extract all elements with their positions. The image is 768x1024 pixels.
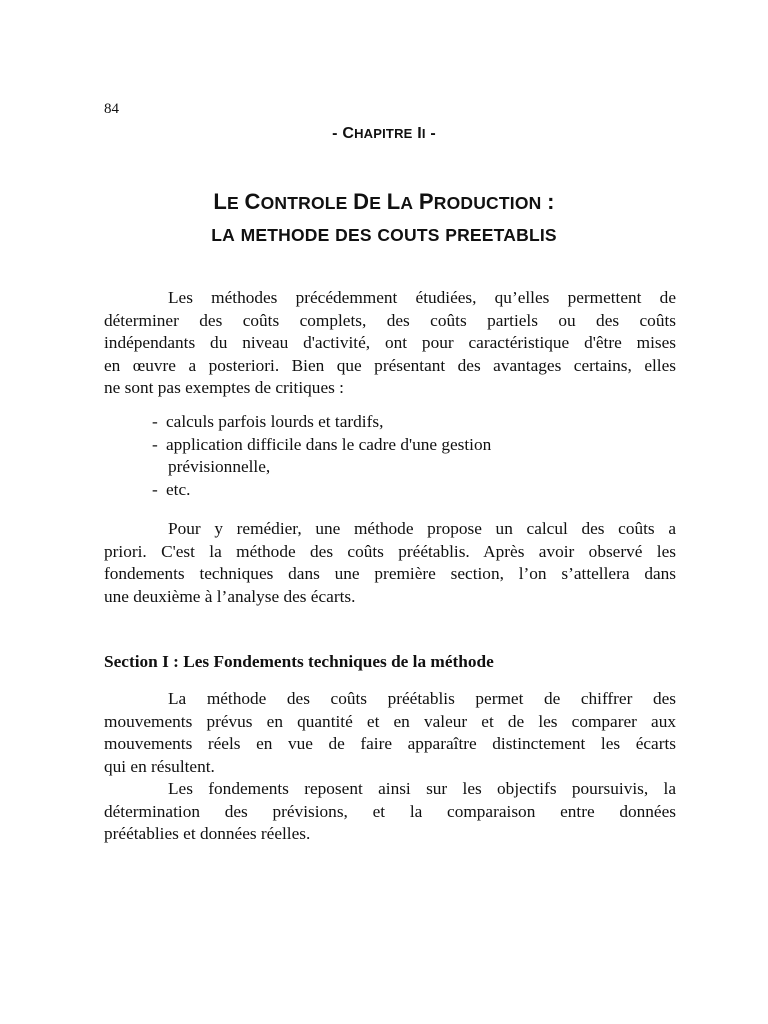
chapter-label-text: - CHAPITRE II -	[332, 125, 436, 142]
intro-line-5: ne sont pas exemptes de critiques :	[104, 378, 344, 397]
chapter-title-line-2-text: LA METHODE DES COUTS PREETABLIS	[211, 225, 557, 245]
section1-p2-line-3: préétablies et données réelles.	[104, 824, 311, 843]
remedy-line-1: Pour y remédier, une méthode propose un calcul des coûts a	[168, 519, 676, 538]
critiques-list	[152, 411, 491, 501]
section1-p2-line-1: Les fondements reposent ainsi sur les objectifs poursuivis, la	[168, 779, 676, 798]
section1-paragraph-2	[104, 778, 676, 846]
list-item	[152, 479, 491, 502]
list-item-continuation: prévisionnelle,	[168, 457, 271, 476]
intro-line-4: en œuvre a posteriori. Bien que présentant des avantages certains, elles	[104, 355, 676, 375]
remedy-paragraph	[104, 518, 676, 608]
remedy-line-4: une deuxième à l’analyse des écarts.	[104, 586, 356, 606]
list-dash: -	[152, 434, 158, 454]
list-item-text: application difficile dans le cadre d'une gestion	[166, 434, 492, 454]
chapter-label	[0, 124, 768, 144]
section1-p1-line-2: mouvements prévus en quantité et en valeur et de les comparer aux	[104, 711, 676, 731]
section-heading: Section I : Les Fondements techniques de la méthode	[104, 652, 494, 671]
list-item-text: etc.	[166, 479, 191, 499]
remedy-line-2: priori. C'est la méthode des coûts préétablis. Après avoir observé les	[104, 541, 676, 561]
section1-p2-line-2: détermination des prévisions, et la comparaison entre données	[104, 801, 676, 821]
list-item	[152, 411, 491, 434]
intro-line-2: déterminer des coûts complets, des coûts partiels ou des coûts	[104, 310, 676, 330]
remedy-line-3: fondements techniques dans une première section, l’on s’attellera dans	[104, 564, 676, 583]
intro-line-3: indépendants du niveau d'activité, ont pour caractéristique d'être mises	[104, 333, 676, 352]
chapter-title-line-2	[0, 219, 768, 251]
section1-paragraph-1	[104, 688, 676, 778]
page-number: 84	[104, 101, 119, 117]
section1-p1-line-3: mouvements réels en vue de faire apparaître distinctement les écarts	[104, 734, 676, 753]
intro-line-1: Les méthodes précédemment étudiées, qu’elles permettent de	[168, 288, 676, 307]
list-dash: -	[152, 412, 158, 431]
list-item-text: calculs parfois lourds et tardifs,	[166, 412, 384, 431]
intro-paragraph	[104, 287, 676, 400]
list-item	[152, 434, 491, 457]
chapter-title-line-1	[0, 186, 768, 219]
section1-p1-line-4: qui en résultent.	[104, 756, 215, 776]
chapter-title	[0, 186, 768, 251]
list-dash: -	[152, 479, 158, 499]
chapter-title-line-1-text: LE CONTROLE DE LA PRODUCTION :	[213, 189, 555, 214]
section1-p1-line-1: La méthode des coûts préétablis permet de chiffrer des	[168, 689, 676, 708]
